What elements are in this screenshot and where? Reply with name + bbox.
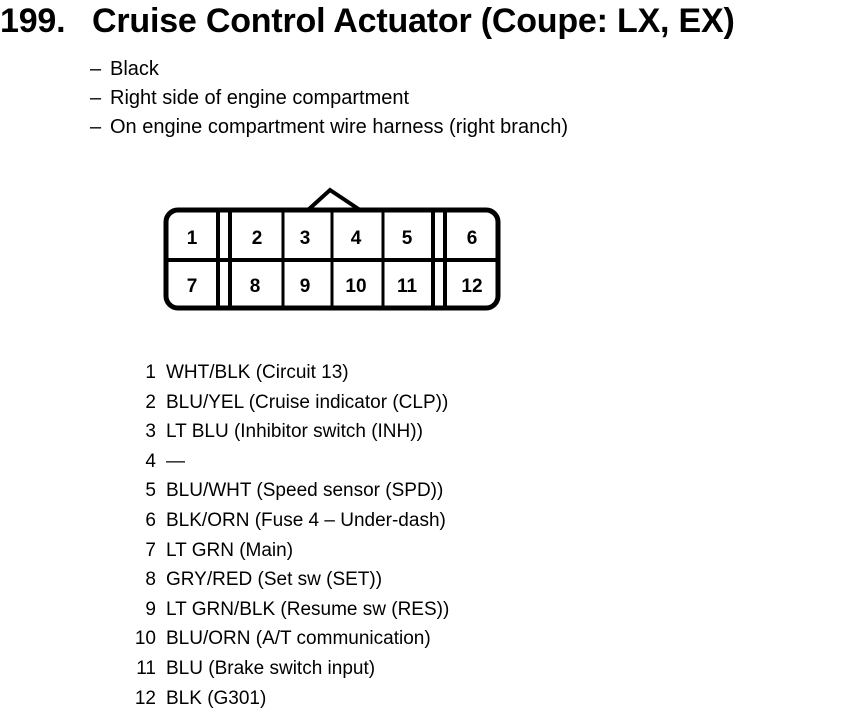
- pinout-row: 4 —: [145, 450, 185, 472]
- title-number: 199.: [0, 2, 66, 40]
- pinout-row: 12 BLK (G301): [134, 687, 267, 709]
- connector-diagram: [150, 180, 510, 320]
- pinout-row: 3 LT BLU (Inhibitor switch (INH)): [145, 421, 423, 443]
- pin-label: 3: [299, 228, 311, 249]
- pinout-row: 10 BLU/ORN (A/T communication): [134, 628, 431, 650]
- pinout-row: 1 WHT/BLK (Circuit 13): [145, 362, 349, 383]
- pinout-row: 11 BLU (Brake switch input): [136, 657, 376, 679]
- pin-label: 4: [350, 228, 362, 249]
- pin-label: 2: [251, 228, 263, 249]
- note-harness: – On engine compartment wire harness (right branch): [90, 116, 568, 138]
- pinout-row: 2 BLU/YEL (Cruise indicator (CLP)): [145, 391, 449, 413]
- pin-label: 7: [186, 276, 198, 297]
- pinout-row: 6 BLK/ORN (Fuse 4 – Under-dash): [145, 509, 446, 531]
- page-title: [0, 2, 735, 41]
- connector-key-tab: [308, 190, 360, 210]
- pin-label: 9: [299, 276, 311, 297]
- pin-label: 10: [345, 276, 367, 297]
- pinout-row: 8 GRY/RED (Set sw (SET)): [145, 569, 383, 591]
- pin-label: 6: [466, 228, 478, 249]
- pin-label: 11: [396, 276, 418, 297]
- pinout-row: 7 LT GRN (Main): [145, 539, 294, 561]
- pin-label: 12: [461, 276, 483, 297]
- pin-label: 5: [401, 228, 413, 249]
- title-text: Cruise Control Actuator (Coupe: LX, EX): [92, 2, 735, 40]
- pinout-row: 5 BLU/WHT (Speed sensor (SPD)): [145, 480, 444, 502]
- pinout-list: [128, 358, 449, 713]
- note-location: – Right side of engine compartment: [90, 87, 410, 109]
- pin-label: 8: [249, 276, 261, 297]
- connector-notes: [90, 55, 568, 142]
- note-color: – Black: [90, 58, 159, 80]
- pinout-row: 9 LT GRN/BLK (Resume sw (RES)): [145, 598, 450, 620]
- pin-label: 1: [186, 228, 198, 249]
